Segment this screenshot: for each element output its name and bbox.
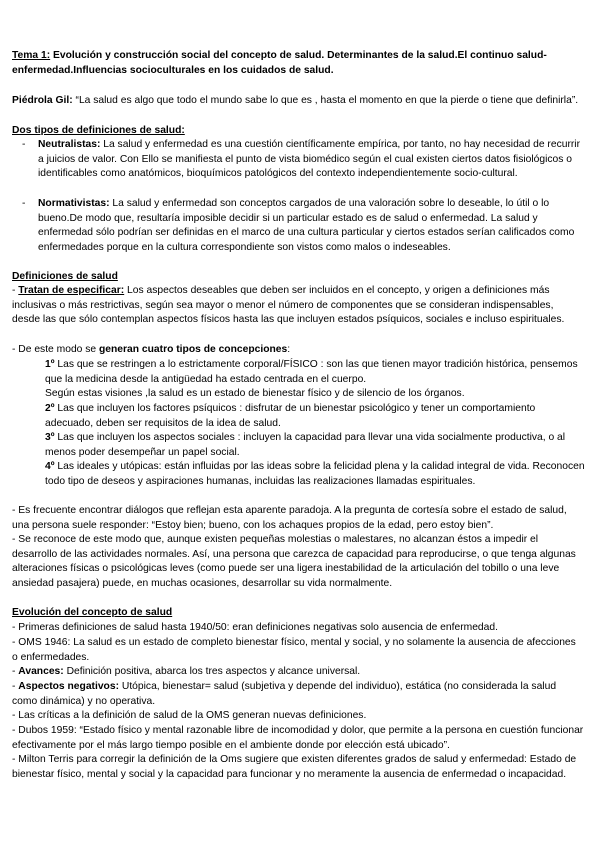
specify-prefix: -: [12, 285, 19, 296]
milton-terris-line: - Milton Terris para corregir la definición de la Oms sugiere que existen diferentes grados de salud y enfermedad: Estado de bienestar físico, mental y social y la capacidad para funcionar y no meramente la ausencia de enfermedad o incapacidad.: [12, 754, 577, 780]
definiciones-heading: Definiciones de salud: [12, 271, 118, 282]
concepcion-number: 2º: [45, 403, 55, 414]
concepcion-text: Las que incluyen los aspectos sociales : incluyen la capacidad para llevar una vida socialmente productiva, o al menos poder desempeñar un papel social.: [45, 432, 566, 458]
normativistas-text: La salud y enfermedad son conceptos cargados de una valoración sobre lo deseable, lo útil o lo bueno.De modo que, resultaría imposible decidir si un particular estado es de salud o enfermedad. La salud y enfermedad sólo podrían ser definidas en el marco de una cultura particular y ciertos estados serían calificados como enfermedades porque en la cultura correspondiente son vistos como malos o indeseables.: [38, 198, 575, 253]
neutralistas-text: La salud y enfermedad es una cuestión científicamente empírica, por tanto, no hay necesidad de recurrir a juicios de valor. Con Ello se manifiesta el punto de vista biomédico según el cual existen ciertos datos fisiológicos o identificables como anatómicos, bioquímicos patológicos del contexto independientemente socio-cultural.: [38, 139, 581, 179]
topic-title: [12, 49, 584, 78]
concepcion-1-continued: [45, 387, 585, 402]
avances-label: Avances:: [18, 666, 64, 677]
aspectos-prefix: -: [12, 681, 19, 692]
paradox-paragraph: - Es frecuente encontrar diálogos que reflejan esta aparente paradoja. A la pregunta de cortesía sobre el estado de salud, una persona suele responder: “Estoy bien; bueno, con los achaques propios de la edad, pero estoy bien”.: [12, 505, 567, 531]
concepcion-text: Las que se restringen a lo estrictamente corporal/FÍSICO : son las que tienen mayor tradición histórica, pensemos que la medicina desde la antigüedad ha estado centrada en el cuerpo.: [45, 359, 578, 385]
normal-life-paragraph: - Se reconoce de este modo que, aunque existen pequeñas molestias o malestares, no alcanzan éstos a impedir el desarrollo de las actividades normales. Así, una persona que carezca de capacidad para reproducirse, o que tenga algunas alteraciones físicas o psicológicas leves (como puede ser una ligera inestabilidad de la articulación del tobillo o una leve ansiedad pasajera) puede, en muchas ocasiones, desarrollar su vida normalmente.: [12, 534, 576, 589]
neutralistas-label: Neutralistas:: [38, 139, 101, 150]
concepcion-number: 1º: [45, 359, 55, 370]
four-types-suffix: :: [287, 344, 291, 355]
concepcion-3: [45, 431, 585, 460]
aspectos-text: Utópica, bienestar= salud (subjetiva y depende del individuo), estática (no considerada la salud como dinámica) y no operativa.: [12, 681, 557, 707]
evolucion-line-5: - Las críticas a la definición de salud de la OMS generan nuevas definiciones.: [12, 710, 367, 721]
normativistas-item: [38, 197, 584, 255]
avances-prefix: -: [12, 666, 19, 677]
concepcion-1: [45, 358, 585, 387]
topic-label: Tema 1:: [12, 50, 51, 61]
concepcion-number: 3º: [45, 432, 55, 443]
evolucion-line-1: - Primeras definiciones de salud hasta 1940/50: eran definiciones negativas solo ausencia de enfermedad.: [12, 622, 498, 633]
evolucion-heading: Evolución del concepto de salud: [12, 607, 173, 618]
evolucion-line-2: - OMS 1946: La salud es un estado de completo bienestar físico, mental y social, y no solamente la ausencia de afecciones o enfermedades.: [12, 637, 576, 663]
avances-line: [12, 665, 584, 680]
aspectos-label: Aspectos negativos:: [18, 681, 120, 692]
concepcion-text: Las ideales y utópicas: están influidas por las ideas sobre la felicidad plena y la calidad integral de vida. Reconocen todo tipo de deseos y aspiraciones humanas, incluidas las realizaciones llamadas espirituales.: [45, 461, 585, 487]
piedrola-quote-text: “La salud es algo que todo el mundo sabe lo que es , hasta el momento en que la pierde o tiene que definirla”.: [72, 95, 579, 106]
four-types-intro: [12, 343, 584, 358]
piedrola-label: Piédrola Gil:: [12, 95, 73, 106]
concepcion-number: 4º: [45, 461, 55, 472]
aspectos-negativos-line: [12, 680, 584, 709]
four-types-prefix: - De este modo se: [12, 344, 99, 355]
neutralistas-item: [38, 138, 584, 182]
concepcion-2: [45, 402, 585, 431]
piedrola-quote: [12, 94, 584, 109]
concepcion-text: Las que incluyen los factores psíquicos : disfrutar de un bienestar psicológico y tener un comportamiento adecuado, deben ser requisitos de la idea de salud.: [45, 403, 536, 429]
four-types-label: generan cuatro tipos de concepciones: [99, 344, 288, 355]
bullet-dash: -: [22, 198, 26, 209]
avances-text: Definición positiva, abarca los tres aspectos y alcance universal.: [63, 666, 361, 677]
specify-text: Los aspectos deseables que deben ser incluidos en el concepto, y origen a definiciones más inclusivas o más restrictivas, según sea mayor o menor el número de componentes que se consideran indispensables, desde las que sólo contemplan aspectos físicos hasta las que incluyen estados psíquicos, sociales e incluso espirituales.: [12, 285, 565, 325]
concepcion-4: [45, 460, 585, 489]
specify-paragraph: [12, 284, 584, 328]
dubos-line: - Dubos 1959: “Estado físico y mental razonable libre de incomodidad y dolor, que permite a la persona en cuestión funcionar efectivamente por el más largo tiempo posible en el ambiente donde por elección está ubicado”.: [12, 725, 584, 751]
topic-title-text: Evolución y construcción social del concepto de salud. Determinantes de la salud.El continuo salud-enfermedad.Influencias socioculturales en los cuidados de salud.: [12, 50, 547, 76]
bullet-dash: -: [22, 139, 26, 150]
normativistas-label: Normativistas:: [38, 198, 110, 209]
specify-label: Tratan de especificar:: [18, 285, 125, 296]
concepcion-text: Según estas visiones ,la salud es un estado de bienestar físico y de silencio de los órganos.: [45, 388, 465, 399]
definition-types-heading: Dos tipos de definiciones de salud:: [12, 125, 185, 136]
